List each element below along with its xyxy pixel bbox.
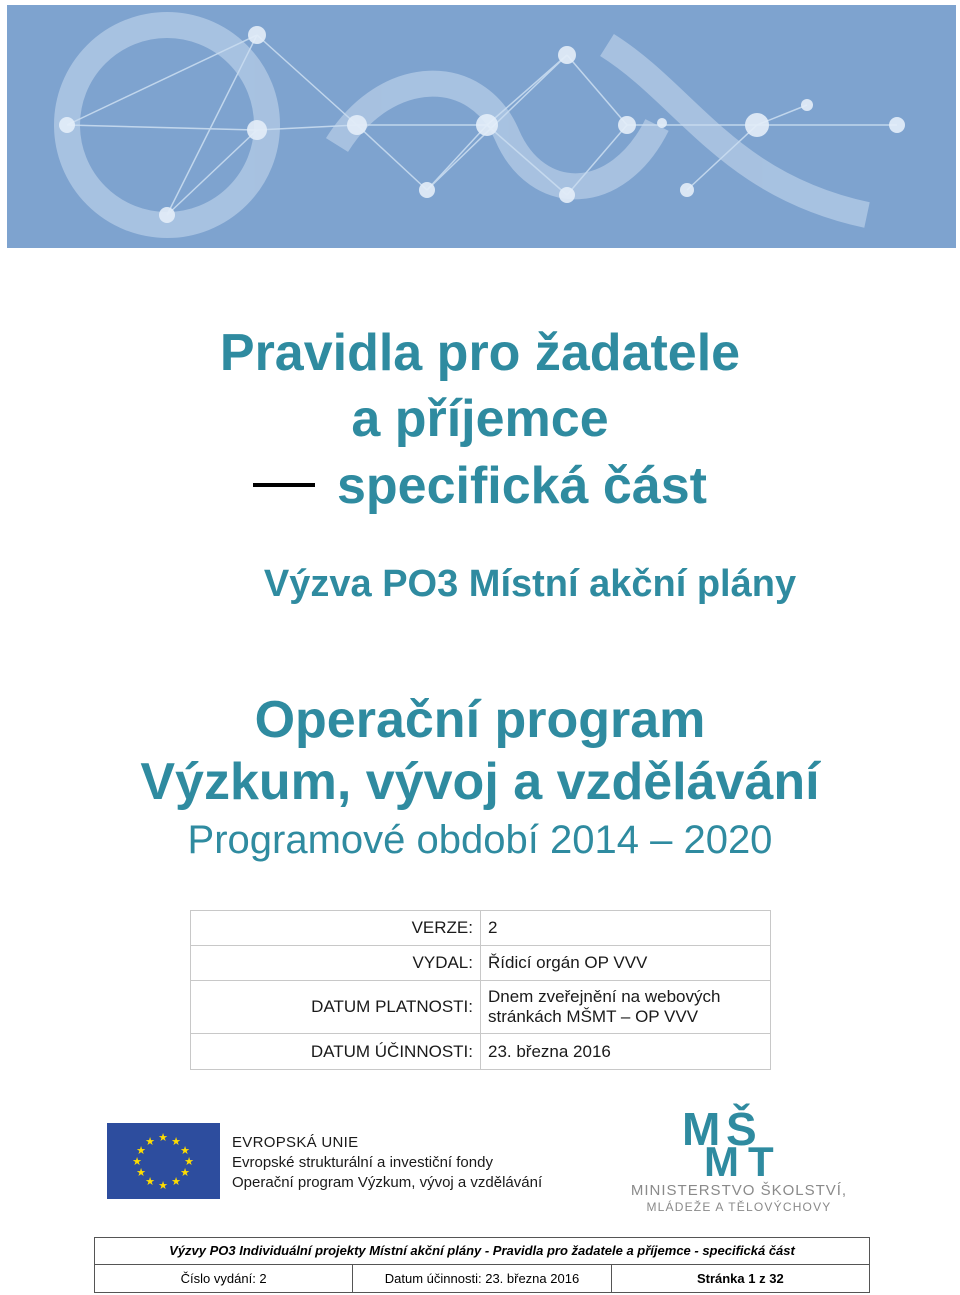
info-value: Řídicí orgán OP VVV [481, 946, 771, 981]
svg-text:★: ★ [171, 1175, 181, 1188]
page-footer [94, 1237, 870, 1293]
svg-text:★: ★ [171, 1135, 181, 1148]
title-line-3-text: specifická část [336, 457, 708, 515]
info-row-issuer [191, 946, 771, 981]
svg-text:★: ★ [136, 1144, 146, 1157]
info-label: VYDAL: [191, 946, 481, 981]
info-value-line-1: Dnem zveřejnění na webových [488, 987, 721, 1006]
svg-text:T: T [748, 1138, 774, 1185]
eu-logo-line-1: EVROPSKÁ UNIE [232, 1134, 359, 1151]
info-row-version [191, 911, 771, 946]
info-label: DATUM PLATNOSTI: [191, 981, 481, 1034]
footer-doc-title: Výzvy PO3 Individuální projekty Místní akční plány - Pravidla pro žadatele a příjemce - specifická část [95, 1238, 869, 1265]
program-title-line-1: Operační program [254, 691, 706, 749]
svg-text:★: ★ [132, 1155, 142, 1168]
dash-mark [253, 483, 315, 487]
eu-stars-icon [107, 1123, 220, 1199]
title-line-1: Pravidla pro žadatele [219, 324, 741, 382]
title-line-3 [0, 455, 960, 517]
msmt-logo-line-2: MLÁDEŽE A TĚLOVÝCHOVY [646, 1200, 832, 1214]
network-pattern-graphic [7, 5, 956, 248]
eu-logo-text [232, 1133, 542, 1193]
footer-page-number: Stránka 1 z 32 [611, 1265, 869, 1292]
info-value-line-2: stránkách MŠMT – OP VVV [488, 1007, 699, 1026]
msmt-logo-text [626, 1182, 852, 1216]
info-value: 2 [481, 911, 771, 946]
footer-meta-row [95, 1265, 869, 1292]
svg-text:★: ★ [158, 1131, 168, 1144]
info-value [481, 981, 771, 1034]
svg-text:Š: Š [726, 1103, 757, 1155]
program-period: Programové období 2014 – 2020 [187, 818, 773, 862]
svg-text:★: ★ [145, 1175, 155, 1188]
info-label: VERZE: [191, 911, 481, 946]
eu-logo-line-3: Operační program Výzkum, vývoj a vzdělávání [232, 1174, 543, 1191]
program-title-line-2: Výzkum, vývoj a vzdělávání [140, 753, 820, 811]
footer-issue-number: Číslo vydání: 2 [180, 1271, 267, 1286]
msmt-logo-line-1: MINISTERSTVO ŠKOLSTVÍ, [630, 1182, 848, 1199]
eu-flag-logo [107, 1123, 220, 1199]
svg-text:★: ★ [136, 1166, 146, 1179]
svg-text:★: ★ [180, 1166, 190, 1179]
title-line-2: a příjemce [351, 390, 609, 448]
info-value: 23. března 2016 [481, 1034, 771, 1070]
svg-text:M: M [682, 1103, 721, 1155]
info-row-validity [191, 981, 771, 1034]
document-info-table [190, 910, 771, 1070]
svg-text:★: ★ [158, 1179, 168, 1192]
svg-text:★: ★ [180, 1144, 190, 1157]
svg-text:★: ★ [145, 1135, 155, 1148]
call-title: Výzva PO3 Místní akční plány [263, 563, 797, 605]
svg-text:M: M [704, 1138, 739, 1185]
header-banner [7, 5, 956, 248]
info-row-effective [191, 1034, 771, 1070]
info-label: DATUM ÚČINNOSTI: [191, 1034, 481, 1070]
eu-logo-line-2: Evropské strukturální a investiční fondy [232, 1154, 493, 1171]
footer-effective-date: Datum účinnosti: 23. března 2016 [352, 1265, 610, 1292]
svg-text:★: ★ [184, 1155, 194, 1168]
